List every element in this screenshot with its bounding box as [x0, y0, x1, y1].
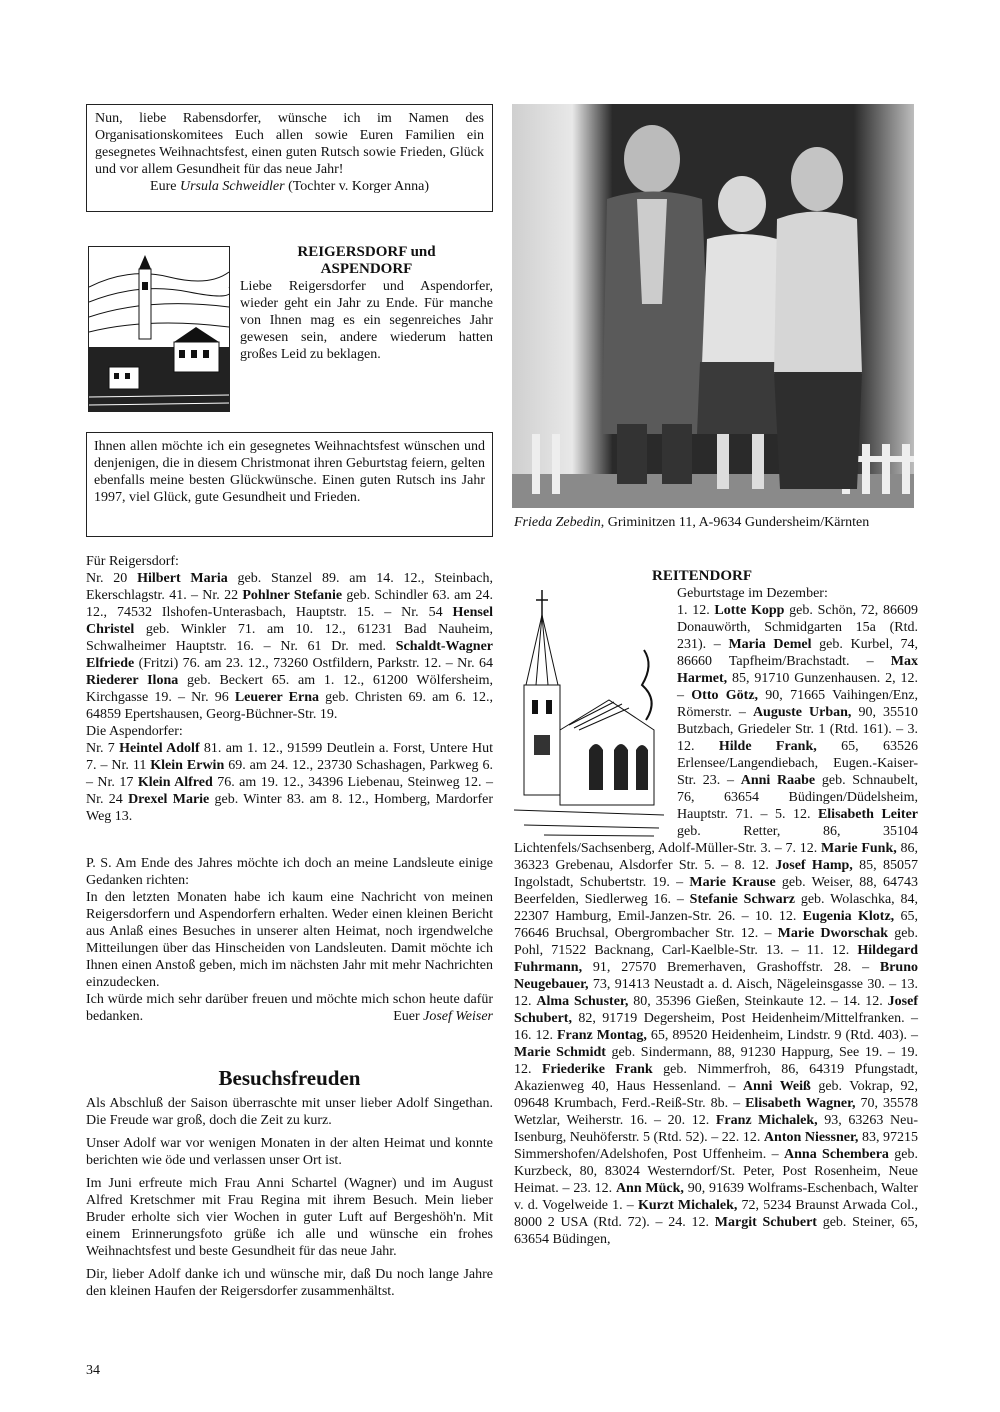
reitendorf-title: REITENDORF [652, 568, 753, 584]
besuch-section [86, 1095, 493, 1300]
besuch-p4: Dir, lieber Adolf danke ich und wünsche mir, daß Du noch lange Jahre den kleinen Haufen der Reigersdorfer zusammenhältst. [86, 1267, 493, 1299]
reigersdorf-birthdays: Nr. 20 Hilbert Maria geb. Stanzel 89. am 14. 12., Steinbach, Ekerschlagstr. 41. – Nr. 22 Pohlner Stefanie geb. Schindler 63. am 24. 12., 74532 Ilshofen-Unterasbach, Hauptstr. 15. – Nr. 54 Hensel Christel geb. Winkler 71. am 10. 12., 61231 Bad Nauheim, Schwalheimer Hauptstr. 16. – Nr. 61 Dr. med. Schaldt-Wagner Elfriede (Fritzi) 76. am 23. 12., 73260 Ostfildern, Parkstr. 12. – Nr. 64 Riederer Ilona geb. Beckert 65. am 1. 12., 61200 Wölfersheim, Kirchgasse 19. – Nr. 96 Leuerer Erna geb. Christen 69. am 6. 12., 64859 Epertshausen, Georg-Büchner-Str. 19. [86, 571, 493, 722]
besuch-p1: Als Abschluß der Saison überraschte mit unser lieber Adolf Singethan. Die Freude war groß, doch die Zeit zu kurz. [86, 1096, 493, 1128]
greeting-signature: Eure Ursula Schweidler (Tochter v. Korger Anna) [150, 179, 429, 194]
ps-signature: Euer Josef Weiser [393, 1009, 493, 1024]
label-reigersdorf: Für Reigersdorf: [86, 554, 179, 569]
reigersdorf-section [240, 244, 493, 363]
besuch-p3: Im Juni erfreute mich Frau Anni Schartel (Wagner) und im August Alfred Kretschmer mit Frau Regina mit ihrem Besuch. Mein lieber Bruder erholte sich vier Wochen in guter Luft auf Bergeshöh'n. Mit einem Erinnerungsfoto grüße ich alle und wünsche ein frohes Weihnachtsfest und beste Gesundheit für das neue Jahr. [86, 1176, 493, 1259]
aspendorf-birthdays: Nr. 7 Heintel Adolf 81. am 1. 12., 91599 Deutlein a. Forst, Untere Hut 7. – Nr. 11 Klein Erwin 69. am 24. 12., 23730 Schashagen, Parkweg 6. – Nr. 17 Klein Alfred 76. am 19. 12., 34396 Liebenau, Steinweg 12. – Nr. 24 Drexel Marie geb. Winter 83. am 8. 12., Homberg, Mardorfer Weg 13. [86, 741, 494, 824]
ps-p1: P. S. Am Ende des Jahres möchte ich doch an meine Landsleute einige Gedanken richten: [86, 856, 493, 888]
family-photo [512, 104, 914, 508]
village-illustration [88, 246, 230, 412]
greeting-box [86, 104, 493, 212]
page-number: 34 [86, 1363, 100, 1378]
reitendorf-birthdays: 1. 12. Lotte Kopp geb. Schön, 72, 86609 Donauwörth, Schmidgarten 15a (Rtd. 231). – Maria Demel geb. Kurbel, 74, 86660 Tapfheim/Brachstadt. – Max Harmet, 85, 91710 Gunzenhausen. 2, 12. – Otto Götz, 90, 71665 Vaihingen/Enz, Römerstr. – Auguste Urban, 90, 35510 Butzbach, Griedeler Str. 1 (Rtd. 161). – 3. 12. Hilde Frank, 65, 63526 Erlensee/Langendiebach, Eugen.-Kaiser-Str. 23. – Anni Raabe geb. Schnaubelt, 76, 63654 Büdingen/Düdelsheim, Hauptstr. 71. – 5. 12. Elisabeth Leiter geb. Retter, 86, 35104 Lichtenfels/Sachsenberg, Adolf-Müller-Str. 3. – 7. 12. Marie Funk, 86, 36323 Grebenau, Alsdorfer Str. 5. – 8. 12. Josef Hamp, 85, 85057 Ingolstadt, Schubertstr. 19. – Marie Krause geb. Weiser, 88, 64743 Beerfelden, Siedlerweg 16. – Stefanie Schwarz geb. Wolaschka, 84, 22307 Hamburg, Emil-Janzen-Str. 26. – 10. 12. Eugenia Klotz, 65, 76646 Bruchsal, Obergrombacher Str. 12. – Marie Dworschak geb. Pohl, 71522 Backnang, Carl-Kaelble-Str. 13. – 11. 12. Hildegard Fuhrmann, 91, 27570 Bremerhaven, Grashoffstr. 28. – Bruno Neugebauer, 73, 91413 Neustadt a. d. Aisch, Nägeleinsgasse 30. – 13. 12. Alma Schuster, 80, 35396 Gießen, Steinkaute 12. – 14. 12. Josef Schubert, 82, 91719 Degersheim, Post Heidenheim/Mittelfranken. – 16. 12. Franz Montag, 65, 89520 Heidenheim, Lindstr. 9 (Rtd. 403). – Marie Schmidt geb. Sindermann, 88, 91230 Happurg, See 19. – 19. 12. Friederike Frank geb. Nimmerfroh, 86, 64319 Pfungstadt, Akazienweg 40, Haus Hessenland. – Anni Weiß geb. Vokrap, 92, 09648 Krumbach, Ferd.-Reiß-Str. 8b. – Elisabeth Wagner, 70, 35578 Wetzlar, Weiherstr. 16. – 20. 12. Franz Michalek, 93, 63263 Neu-Isenburg, Neuhöferstr. 5 (Rtd. 52). – 22. 12. Anton Niessner, 83, 97215 Simmershofen/Adelshofen, Post Uffenheim. – Anna Schembera geb. Kurzbeck, 80, 83024 Westerndorf/St. Peter, Post Rosenheim, Neue Heimat. – 23. 12. Ann Mück, 90, 91639 Wolframs-Eschenbach, Walter v. d. Vogelweide 1. – Kurzt Michalek, 72, 5234 Braunst Arwada Col., 8000 2 USA (Rtd. 72). – 24. 12. Margit Schubert geb. Steiner, 65, 63654 Büdingen, [514, 603, 919, 1247]
wish-box [86, 432, 493, 537]
greeting-text: Nun, liebe Rabensdorfer, wünsche ich im Namen des Organisationskomitees Euch allen sowie Euren Familien ein gesegnetes Weihnachtsfest, einen guten Rutsch sowie Frieden, Glück und vor allem Gesundheit für das neue Jahr! [95, 111, 484, 177]
caption-rest: , Griminitzen 11, A-9634 Gundersheim/Kärnten [600, 515, 870, 530]
ps-p3: Ich würde mich sehr darüber freuen und möchte mich schon heute dafür bedanken. [86, 992, 493, 1024]
reigersdorf-title-1: REIGERSDORF und [297, 244, 436, 260]
label-aspendorf: Die Aspendorfer: [86, 724, 183, 739]
besuch-title: Besuchsfreuden [218, 1066, 361, 1090]
church-float-space [514, 602, 677, 834]
birthdays-left [86, 553, 493, 825]
besuch-p2: Unser Adolf war vor wenigen Monaten in der alten Heimat und konnte berichten wie öde und verlassen unser Ort ist. [86, 1136, 493, 1168]
ps-section [86, 855, 493, 1025]
caption-name: Frieda Zebedin [514, 515, 601, 530]
reitendorf-sub: Geburtstage im Dezember: [677, 586, 828, 601]
reigersdorf-intro: Liebe Reigersdorfer und Aspendorfer, wieder geht ein Jahr zu Ende. Für manche von Ihnen mag es ein segenreiches Jahr gewesen sein, andere wiederum hatten großes Leid zu beklagen. [240, 279, 493, 362]
photo-caption [514, 514, 934, 531]
wish-text: Ihnen allen möchte ich ein gesegnetes Weihnachtsfest wünschen und denjenigen, die in diesem Christmonat ihren Geburtstag feiern, gelten ebenfalls meine besten Glückwünsche. Einen guten Rutsch ins Jahr 1997, viel Glück, gute Gesundheit und Frieden. [94, 439, 485, 505]
ps-p2: In den letzten Monaten habe ich kaum eine Nachricht von meinen Reigersdorfern und Aspendorfern erhalten. Weder einen kleinen Bericht aus Anlaß eines Besuches in unserer alten Heimat, noch irgendwelche Mitteilungen über das Hinscheiden von Landsleuten. Damit möchte ich Ihnen einen Anstoß geben, mich im nächsten Jahr mit mehr Nachrichten einzudecken. [86, 890, 493, 990]
greeting-sign-name: Ursula Schweidler [179, 179, 285, 194]
reigersdorf-title-2: ASPENDORF [320, 261, 413, 277]
